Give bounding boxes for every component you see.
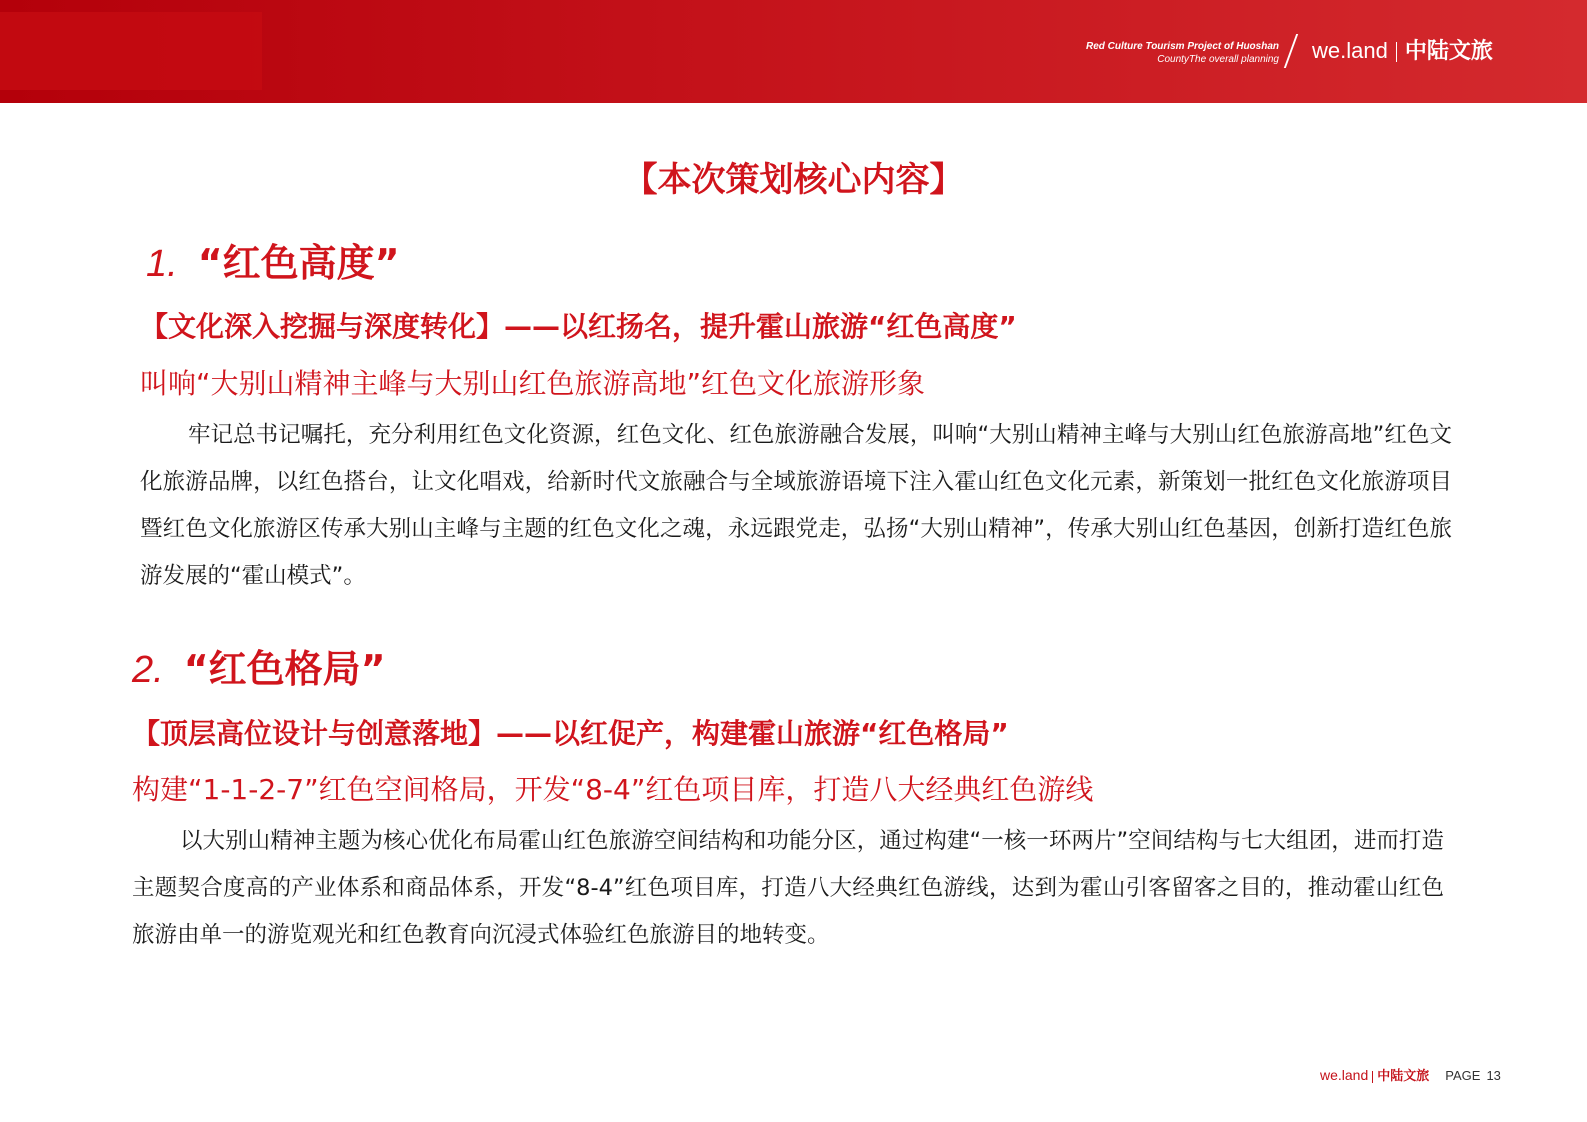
footer [1320, 1064, 1501, 1086]
section-2-tagline: 构建“1-1-2-7”红色空间格局，开发“8-4”红色项目库，打造八大经典红色游线 [132, 773, 1094, 806]
section-2-body: 以大别山精神主题为核心优化布局霍山红色旅游空间结构和功能分区，通过构建“一核一环两片”空间结构与七大组团，进而打造主题契合度高的产业体系和商品体系，开发“8-4”红色项目库，打造八大经典红色游线，达到为霍山引客留客之目的，推动霍山红色旅游由单一的游览观光和红色教育向沉浸式体验红色旅游目的地转变。 [132, 828, 1444, 948]
footer-page-number: 13 [1486, 1068, 1501, 1083]
section-2-heading [132, 642, 386, 697]
header-decor-block [0, 12, 262, 90]
page-title: 【本次策划核心内容】 [623, 160, 964, 200]
section-1-heading [146, 236, 400, 291]
footer-logo-cn: 中陆文旅 [1377, 1068, 1430, 1083]
header-slash-divider [1284, 34, 1298, 68]
header-logo-cn: 中陆文旅 [1404, 38, 1493, 63]
section-2-subheading: 【顶层高位设计与创意落地】——以红促产，构建霍山旅游“红色格局” [132, 717, 1009, 750]
section-2-title: “红色格局” [183, 647, 386, 691]
section-1-tagline: 叫响“大别山精神主峰与大别山红色旅游高地”红色文化旅游形象 [140, 367, 926, 400]
header-subtitle-line2: CountyThe overall planning [1157, 54, 1279, 65]
header-logo [1312, 34, 1493, 68]
header-logo-separator [1396, 42, 1397, 62]
header-band [0, 0, 1587, 103]
header-subtitle [1086, 40, 1279, 66]
header-logo-en: we.land [1312, 38, 1388, 63]
section-2-number: 2. [132, 649, 164, 691]
header-subtitle-line1: Red Culture Tourism Project of Huoshan [1086, 41, 1279, 52]
section-1-title: “红色高度” [197, 241, 400, 285]
section-1-subheading: 【文化深入挖掘与深度转化】——以红扬名，提升霍山旅游“红色高度” [140, 310, 1017, 343]
footer-logo-separator [1372, 1071, 1373, 1083]
section-1-body: 牢记总书记嘱托，充分利用红色文化资源，红色文化、红色旅游融合发展，叫响“大别山精神主峰与大别山红色旅游高地”红色文化旅游品牌，以红色搭台，让文化唱戏，给新时代文旅融合与全域旅游语境下注入霍山红色文化元素，新策划一批红色文化旅游项目暨红色文化旅游区传承大别山主峰与主题的红色文化之魂，永远跟党走，弘扬“大别山精神”，传承大别山红色基因，创新打造红色旅游发展的“霍山模式”。 [140, 422, 1452, 589]
footer-logo-en: we.land [1320, 1067, 1369, 1083]
section-1-number: 1. [146, 243, 178, 285]
footer-page-label: PAGE [1445, 1068, 1481, 1083]
